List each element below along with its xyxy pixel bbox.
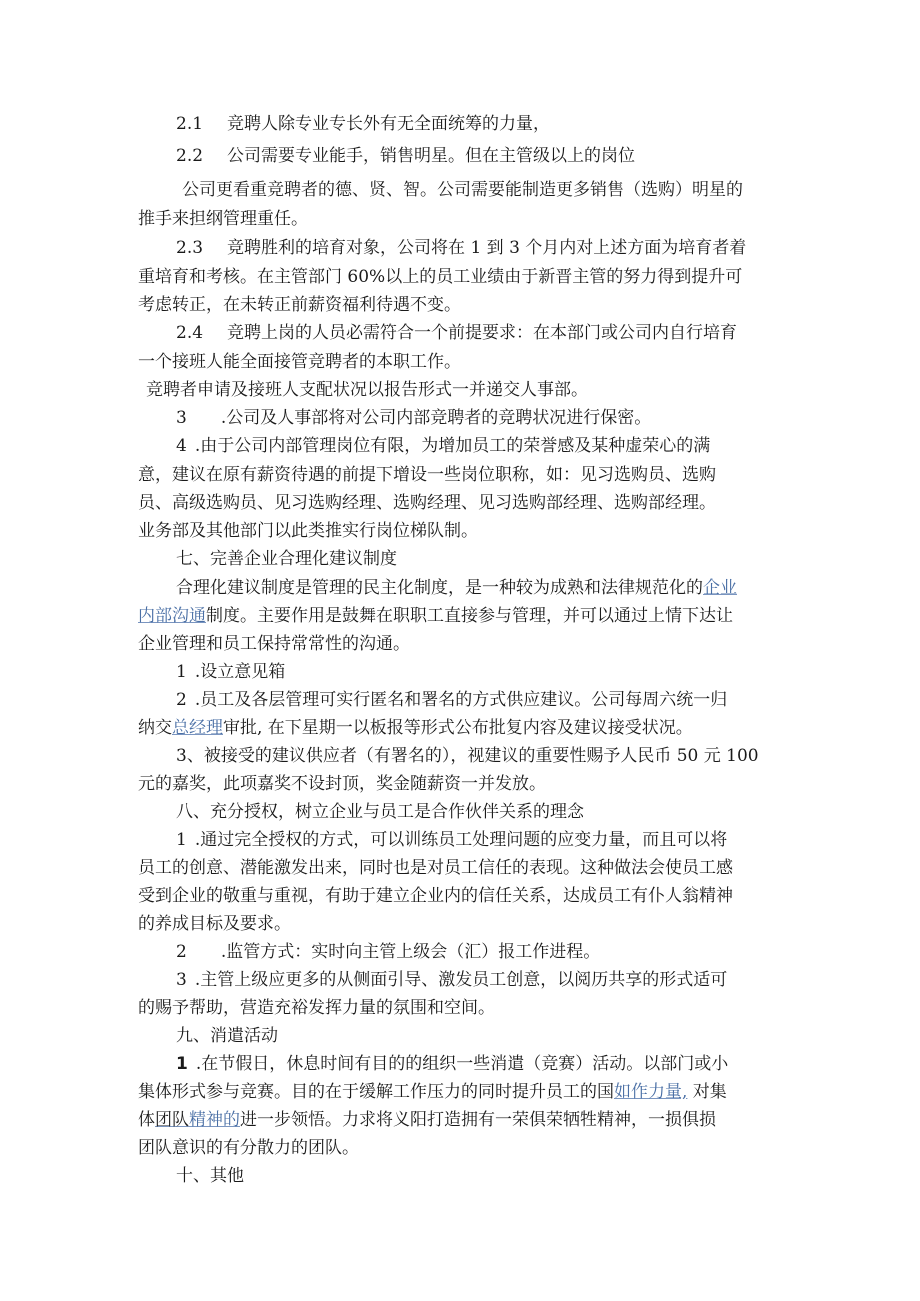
line-text: 纳交 [138,718,172,738]
line-text: 的养成目标及要求。 [138,914,291,934]
line-text: .由于公司内部管理岗位有限，为增加员工的荣誉感及某种虚荣心的满 [194,436,711,456]
paragraph-line [176,405,788,431]
line-text: 体 [138,1110,155,1130]
hyperlink[interactable]: 内部沟通 [138,606,206,626]
paragraph-line [176,111,788,137]
line-text: 公司需要专业能手，销售明星。但在主管级以上的岗位 [227,146,636,166]
paragraph-line [138,292,788,318]
item-number: 1 [176,662,187,682]
line-text: 推手来担纲管理重任。 [138,209,308,229]
paragraph-line [176,967,788,993]
item-number: 1 [176,1054,188,1074]
paragraph-line [138,1107,788,1133]
paragraph-line [176,143,788,169]
line-text: 竞聘胜利的培育对象，公司将在 1 到 3 个月内对上述方面为培育者着 [227,238,747,258]
section-heading [176,546,788,572]
heading-text: 九、消遣活动 [176,1026,278,1046]
line-text: 业务部及其他部门以此类推实行岗位梯队制。 [138,521,478,541]
line-text: 竞聘上岗的人员必需符合一个前提要求：在本部门或公司内自行培育 [227,323,738,343]
paragraph-line [176,659,788,685]
paragraph-line [176,433,788,459]
line-text: 重培育和考核。在主管部门 60%以上的员工业绩由于新晋主管的努力得到提升可 [138,267,743,287]
section-heading [176,799,788,825]
paragraph-line [138,771,788,797]
paragraph-line [176,939,788,965]
line-text: 进一步领悟。力求将义阳打造拥有一荣俱荣牺牲精神，一损俱损 [240,1110,716,1130]
paragraph-line [176,575,788,601]
item-number: 2.3 [176,238,204,258]
line-text: 意，建议在原有薪资待遇的前提下增设一些岗位职称，如：见习选购员、选购 [138,465,716,485]
paragraph-line [176,235,788,261]
item-number: 2 [176,942,187,962]
paragraph-line [138,603,788,629]
paragraph-line [138,462,788,488]
paragraph-line [138,1079,788,1105]
heading-text: 八、充分授权，树立企业与员工是合作伙伴关系的理念 [176,802,584,822]
paragraph-line [138,911,788,937]
item-number: 4 [176,436,187,456]
line-text: .在节假日，休息时间有目的的组织一些消遣（竞赛）活动。以部门或小 [195,1054,729,1074]
item-number: 2.4 [176,323,204,343]
line-text: 合理化建议制度是管理的民主化制度，是一种较为成熟和法律规范化的 [176,578,703,598]
line-text: 团队意识的有分散力的团队。 [138,1138,359,1158]
item-number: 2.2 [176,146,204,166]
line-text: 公司更看重竞聘者的德、贤、智。公司需要能制造更多销售（选购）明星的 [182,180,743,200]
paragraph-line [146,377,788,403]
line-text: 竞聘者申请及接班人支配状况以报告形式一并递交人事部。 [146,380,588,400]
line-text: 竞聘人除专业专长外有无全面统筹的力量， [227,114,551,134]
paragraph-line [138,995,788,1021]
paragraph-line [138,349,788,375]
line-text: 一个接班人能全面接管竞聘者的本职工作。 [138,352,461,372]
line-text: 元的嘉奖，此项嘉奖不设封顶，奖金随薪资一并发放。 [138,774,546,794]
paragraph-line [176,1051,788,1077]
item-number: 2.1 [176,114,204,134]
line-text: .公司及人事部将对公司内部竞聘者的竞聘状况进行保密。 [220,408,652,428]
paragraph-line [138,631,788,657]
hyperlink[interactable]: 如作力量, [614,1082,688,1102]
paragraph-line [138,883,788,909]
section-heading [176,1023,788,1049]
line-text: 对集 [687,1082,727,1102]
paragraph-line [138,490,788,516]
paragraph-line [138,1135,788,1161]
line-text: .员工及各层管理可实行匿名和署名的方式供应建议。公司每周六统一归 [194,690,728,710]
line-text: 制度。主要作用是鼓舞在职职工直接参与管理，并可以通过上情下达让 [206,606,733,626]
item-number: 1 [176,830,187,850]
line-text: 员工的创意、潜能激发出来，同时也是对员工信任的表现。这种做法会使员工感 [138,858,733,878]
paragraph-line [182,177,788,203]
line-text: .设立意见箱 [194,662,286,682]
paragraph-line [176,320,788,346]
paragraph-line [138,715,788,741]
line-text: .监管方式：实时向主管上级会（汇）报工作进程。 [220,942,601,962]
item-number: 2 [176,690,187,710]
line-text: 员、高级选购员、见习选购经理、选购经理、见习选购部经理、选购部经理。 [138,493,716,513]
heading-text: 十、其他 [176,1166,244,1186]
hyperlink[interactable]: 精神的 [189,1110,240,1130]
paragraph-line [176,687,788,713]
line-text: .通过完全授权的方式，可以训练员工处理问题的应变力量，而且可以将 [194,830,728,850]
hyperlink[interactable]: 团队 [155,1110,189,1130]
line-text: 考虑转正，在未转正前薪资福利待遇不变。 [138,295,461,315]
paragraph-line [138,855,788,881]
line-text: .主管上级应更多的从侧面引导、激发员工创意，以阅历共享的形式适可 [194,970,728,990]
paragraph-line [176,827,788,853]
line-text: 审批, 在下星期一以板报等形式公布批复内容及建议接受状况。 [223,718,693,738]
item-number: 3 [176,408,187,428]
paragraph-line [138,206,788,232]
line-text: 的赐予帮助，营造充裕发挥力量的氛围和空间。 [138,998,495,1018]
hyperlink[interactable]: 企业 [703,578,737,598]
line-text: 3、被接受的建议供应者（有署名的），视建议的重要性赐予人民币 50 元 100 [176,746,759,766]
line-text: 集体形式参与竞赛。目的在于缓解工作压力的同时提升员工的国 [138,1082,614,1102]
item-number: 3 [176,970,187,990]
paragraph-line [138,518,788,544]
line-text: 企业管理和员工保持常常性的沟通。 [138,634,410,654]
paragraph-line [138,264,788,290]
paragraph-line [176,743,788,769]
section-heading [176,1163,788,1189]
line-text: 受到企业的敬重与重视，有助于建立企业内的信任关系，达成员工有仆人翁精神 [138,886,733,906]
heading-text: 七、完善企业合理化建议制度 [176,549,397,569]
hyperlink[interactable]: 总经理 [172,718,223,738]
